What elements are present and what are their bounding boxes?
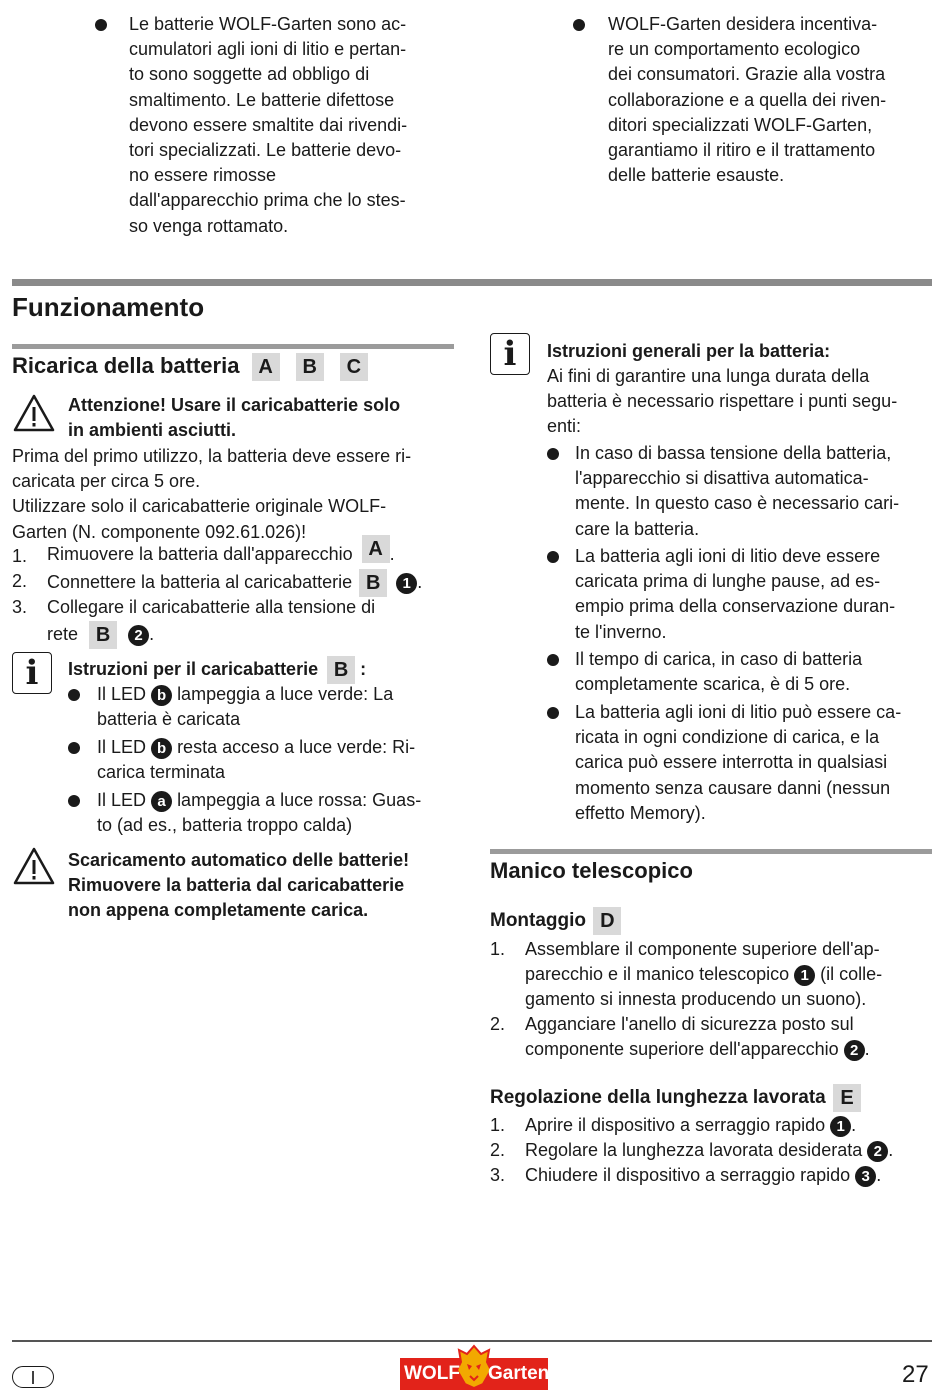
text-line: smaltimento. Le batterie difettose <box>129 89 395 110</box>
text-line: caricata prima di lunghe pause, ad es- <box>575 571 881 592</box>
step-number: 2. <box>490 1014 506 1034</box>
led-b-icon: b <box>151 685 172 706</box>
step-1 <box>47 540 395 569</box>
led-b-icon: b <box>151 738 172 759</box>
bullet <box>547 654 559 666</box>
text-line: dall'apparecchio prima che lo stes- <box>129 190 406 211</box>
montaggio-heading <box>490 906 621 936</box>
led-text: lampeggia a luce rossa: Guas- <box>177 790 422 810</box>
info-icon: i <box>490 333 530 375</box>
text-line: Prima del primo utilizzo, la batteria deve essere ri- <box>12 446 412 466</box>
text-line: enti: <box>547 416 582 437</box>
text-line: tori specializzati. Le batterie devo- <box>129 140 402 161</box>
step-2 <box>47 568 422 597</box>
text-line: Rimuovere la batteria dal caricabatterie <box>68 875 405 896</box>
text-line: Il tempo di carica, in caso di batteria <box>575 649 863 669</box>
text-line: re un comportamento ecologico <box>608 39 861 60</box>
text-line: dei consumatori. Grazie alla vostra <box>608 64 886 85</box>
step-3 <box>47 595 375 649</box>
text-line: Scaricamento automatico delle batterie! <box>68 850 410 870</box>
text-span: componente superiore dell'apparecchio <box>525 1039 839 1060</box>
led-text: lampeggia a luce verde: La <box>177 684 394 704</box>
led-text: batteria è caricata <box>97 709 241 730</box>
punctuation: : <box>360 659 367 679</box>
bullet <box>95 19 107 31</box>
led-a-icon: a <box>151 791 172 812</box>
section-rule <box>12 279 932 286</box>
charger-heading <box>68 655 366 684</box>
led-label: Il LED <box>97 737 147 757</box>
text-line: gamento si innesta producendo un suono). <box>525 989 867 1010</box>
bullet <box>68 689 80 701</box>
text-line: mente. In questo caso è necessario cari- <box>575 493 900 514</box>
text-line: l'apparecchio si disattiva automatica- <box>575 468 869 489</box>
callout-2-icon: 2 <box>128 625 149 646</box>
punctuation: . <box>851 1115 857 1135</box>
figure-ref-a: A <box>252 353 280 381</box>
warning-icon <box>12 393 56 433</box>
warning-text <box>68 393 400 443</box>
wolf-garten-logo <box>400 1344 548 1390</box>
led-item <box>97 682 393 732</box>
regolazione-step-3 <box>525 1163 881 1188</box>
regolazione-heading <box>490 1083 861 1113</box>
text-line: garantiamo il ritiro e il trattamento <box>608 140 876 161</box>
text-line: batteria è necessario rispettare i punti segu- <box>547 391 898 412</box>
figure-ref-b: B <box>89 621 117 649</box>
language-badge: I <box>12 1366 54 1388</box>
punctuation: . <box>888 1140 894 1160</box>
regolazione-title: Regolazione della lunghezza lavorata <box>490 1087 826 1108</box>
step-text: Collegare il caricabatterie alla tensione di <box>47 597 376 617</box>
step-number: 3. <box>490 1165 506 1185</box>
text-line: so venga rottamato. <box>129 215 289 236</box>
general-title: Istruzioni generali per la batteria: <box>547 341 831 361</box>
subsection-rule <box>490 849 932 854</box>
step-text: rete <box>47 624 79 645</box>
step-number: 1. <box>490 939 506 959</box>
step-text-cont <box>47 620 375 649</box>
figure-ref-b: B <box>327 656 355 684</box>
text-line: Le batterie WOLF-Garten sono ac- <box>129 14 407 34</box>
logo-text-left: WOLF <box>404 1363 460 1384</box>
text-line: to sono soggette ad obbligo di <box>129 64 370 85</box>
led-item <box>97 735 415 785</box>
montaggio-step-2 <box>525 1012 870 1062</box>
text-line: effetto Memory). <box>575 802 706 823</box>
punctuation: . <box>417 572 423 592</box>
step-number: 1. <box>12 546 28 566</box>
text-line: carica può essere interrotta in qualsiasi <box>575 752 888 773</box>
text-span: (il colle- <box>820 964 883 985</box>
ricarica-title: Ricarica della batteria <box>12 353 240 378</box>
led-item <box>97 788 421 838</box>
manico-title: Manico telescopico <box>490 858 693 883</box>
bullet <box>547 707 559 719</box>
step-text: Rimuovere la batteria dall'apparecchio <box>47 544 353 564</box>
figure-ref-d: D <box>593 907 621 935</box>
callout-2-icon: 2 <box>867 1141 888 1162</box>
text-line: devono essere smaltite dai rivendi- <box>129 114 408 135</box>
charger-title: Istruzioni per il caricabatterie <box>68 659 319 679</box>
general-item <box>575 700 901 826</box>
general-item <box>575 544 895 645</box>
step-text: Regolare la lunghezza lavorata desiderata <box>525 1140 863 1160</box>
montaggio-title: Montaggio <box>490 910 587 931</box>
regolazione-step-2 <box>525 1138 893 1163</box>
text-line: care la batteria. <box>575 518 700 539</box>
text-line: Attenzione! Usare il caricabatterie solo <box>68 395 401 415</box>
footer-rule <box>12 1340 932 1342</box>
text-line: empio prima della conservazione duran- <box>575 596 896 617</box>
step-text: Chiudere il dispositivo a serraggio rapido <box>525 1165 851 1185</box>
step-text: Aprire il dispositivo a serraggio rapido <box>525 1115 826 1135</box>
text-line: non appena completamente carica. <box>68 900 369 921</box>
text-line: delle batterie esauste. <box>608 165 785 186</box>
bullet <box>573 19 585 31</box>
text-line: Agganciare l'anello di sicurezza posto sul <box>525 1014 854 1034</box>
text-line: cumulatori agli ioni di litio e pertan- <box>129 39 407 60</box>
punctuation: . <box>149 624 155 645</box>
figure-ref-c: C <box>340 353 368 381</box>
bullet <box>547 551 559 563</box>
text-line: La batteria agli ioni di litio può essere ca- <box>575 702 902 722</box>
punctuation: . <box>864 1039 870 1060</box>
text-line: completamente scarica, è di 5 ore. <box>575 674 851 695</box>
text-line: collaborazione e a quella dei riven- <box>608 89 887 110</box>
text-line: te l'inverno. <box>575 621 667 642</box>
bullet <box>68 742 80 754</box>
general-intro <box>547 364 897 440</box>
warning-icon <box>12 846 56 886</box>
callout-3-icon: 3 <box>855 1166 876 1187</box>
figure-ref-a: A <box>362 535 390 563</box>
text-line: In caso di bassa tensione della batteria, <box>575 443 892 463</box>
eco-paragraph <box>608 12 886 188</box>
figure-ref-e: E <box>833 1084 861 1112</box>
led-text: carica terminata <box>97 762 226 783</box>
step-number: 2. <box>12 571 28 591</box>
text-line: WOLF-Garten desidera incentiva- <box>608 14 878 34</box>
text-line: in ambienti asciutti. <box>68 420 237 441</box>
callout-1-icon: 1 <box>830 1116 851 1137</box>
text-line: Assemblare il componente superiore dell'ap- <box>525 939 880 959</box>
disposal-paragraph <box>129 12 407 239</box>
text-span: parecchio e il manico telescopico <box>525 964 790 985</box>
bullet <box>547 448 559 460</box>
general-item <box>575 647 862 697</box>
callout-2-icon: 2 <box>844 1040 865 1061</box>
text-line: La batteria agli ioni di litio deve essere <box>575 546 881 566</box>
step-number: 2. <box>490 1140 506 1160</box>
bullet <box>68 795 80 807</box>
info-icon: i <box>12 652 52 694</box>
logo-text-right: Garten <box>488 1363 550 1384</box>
text-line: no essere rimosse <box>129 165 277 186</box>
figure-ref-b: B <box>359 569 387 597</box>
section-title: Funzionamento <box>12 292 205 322</box>
callout-1-icon: 1 <box>794 965 815 986</box>
step-number: 3. <box>12 597 28 617</box>
callout-1-icon: 1 <box>396 573 417 594</box>
ricarica-heading <box>12 352 368 381</box>
text-line: ditori specializzati WOLF-Garten, <box>608 114 873 135</box>
led-text: resta acceso a luce verde: Ri- <box>177 737 416 757</box>
text-line: Garten (N. componente 092.61.026)! <box>12 521 307 542</box>
charging-intro <box>12 444 411 545</box>
text-line: caricata per circa 5 ore. <box>12 471 201 492</box>
led-label: Il LED <box>97 790 147 810</box>
page-number: 27 <box>902 1361 929 1388</box>
text-line: momento senza causare danni (nessun <box>575 777 891 798</box>
punctuation: . <box>876 1165 882 1185</box>
text-line: Ai fini di garantire una lunga durata della <box>547 366 870 386</box>
general-item <box>575 441 899 542</box>
step-text: Connettere la batteria al caricabatterie <box>47 572 353 592</box>
led-text: to (ad es., batteria troppo calda) <box>97 815 353 836</box>
subsection-rule <box>12 344 454 349</box>
text-line: Utilizzare solo il caricabatterie originale WOLF- <box>12 496 387 517</box>
step-number: 1. <box>490 1115 506 1135</box>
montaggio-step-1 <box>525 937 882 1013</box>
discharge-warning <box>68 848 409 924</box>
text-line: ricata in ogni condizione di carica, e la <box>575 727 880 748</box>
regolazione-step-1 <box>525 1113 856 1138</box>
punctuation: . <box>389 544 395 564</box>
figure-ref-b: B <box>296 353 324 381</box>
led-label: Il LED <box>97 684 147 704</box>
